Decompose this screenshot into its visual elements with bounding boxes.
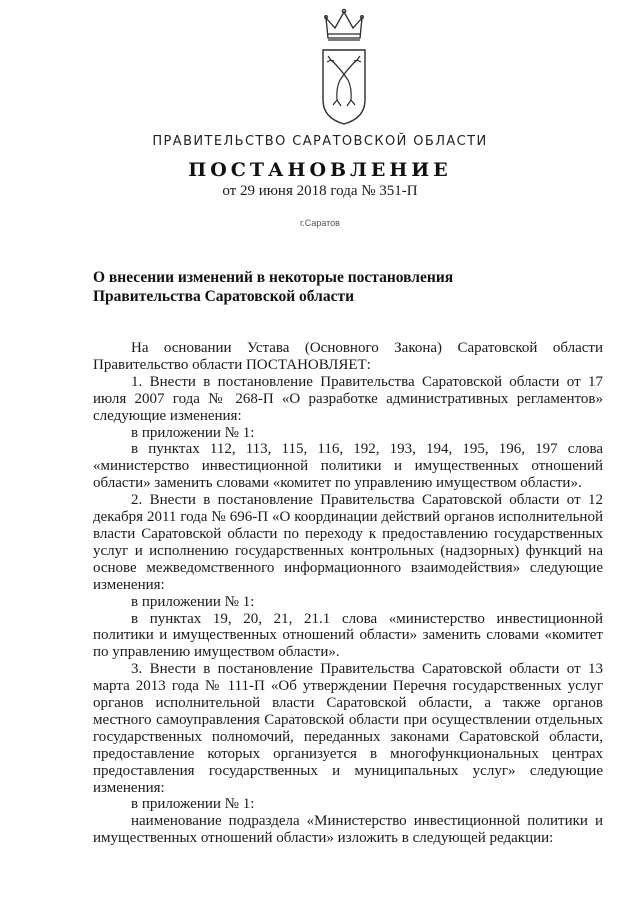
document-title [93,268,513,306]
document-title-line-1: О внесении изменений в некоторые постановления [93,269,454,286]
document-body [93,340,603,847]
paragraph-preamble: На основании Устава (Основного Закона) Саратовской области Правительство области ПОСТАНОВЛЯЕТ: [93,340,603,373]
document-title-line-2: Правительства Саратовской области [93,288,354,305]
paragraph-appendix-2: в приложении № 1: [131,593,255,610]
paragraph-item-3-subsection: наименование подраздела «Министерство инвестиционной политики и имущественных отношений области» изложить в следующей редакции: [93,813,603,847]
government-name: ПРАВИТЕЛЬСТВО САРАТОВСКОЙ ОБЛАСТИ [152,134,488,149]
city-name: г.Саратов [300,218,340,228]
paragraph-item-2-points: в пунктах 19, 20, 21, 21.1 слова «министерство инвестиционной политики и имущественных отношений области» заменить словами «комитет по управлению имуществом области». [93,610,603,661]
paragraph-appendix-1: в приложении № 1: [131,424,255,441]
paragraph-item-1-points: в пунктах 112, 113, 115, 116, 192, 193, 194, 195, 196, 197 слова «министерство инвестиционной политики и имущественных отношений области» заменить словами «комитет по управлению имуществом области». [93,441,603,492]
coat-of-arms-icon [318,8,370,126]
document-date-number: от 29 июня 2018 года № 351-П [222,183,418,199]
document-type: ПОСТАНОВЛЕНИЕ [188,159,452,181]
paragraph-item-2: 2. Внести в постановление Правительства Саратовской области от 12 декабря 2011 года № 696-П «О координации действий органов исполнительной власти Саратовской области по переходу к предоставлению государственных услуг и исполнению государственных контрольных (надзорных) функций на основе межведомственного информационного взаимодействия» следующие изменения: [93,492,603,593]
paragraph-item-1: 1. Внести в постановление Правительства Саратовской области от 17 июля 2007 года № 268-П «О разработке административных регламентов» следующие изменения: [93,373,603,424]
paragraph-appendix-3: в приложении № 1: [131,796,255,813]
paragraph-item-3: 3. Внести в постановление Правительства Саратовской области от 13 марта 2013 года № 111-П «Об утверждении Перечня государственных услуг органов исполнительной власти Саратовской области, а также органов местного самоуправления Саратовской области при осуществлении отдельных государственных полномочий, переданных законами Саратовской области, предоставление которых организуется в многофункциональных центрах предоставления государственных и муниципальных услуг» следующие изменения: [93,661,603,796]
